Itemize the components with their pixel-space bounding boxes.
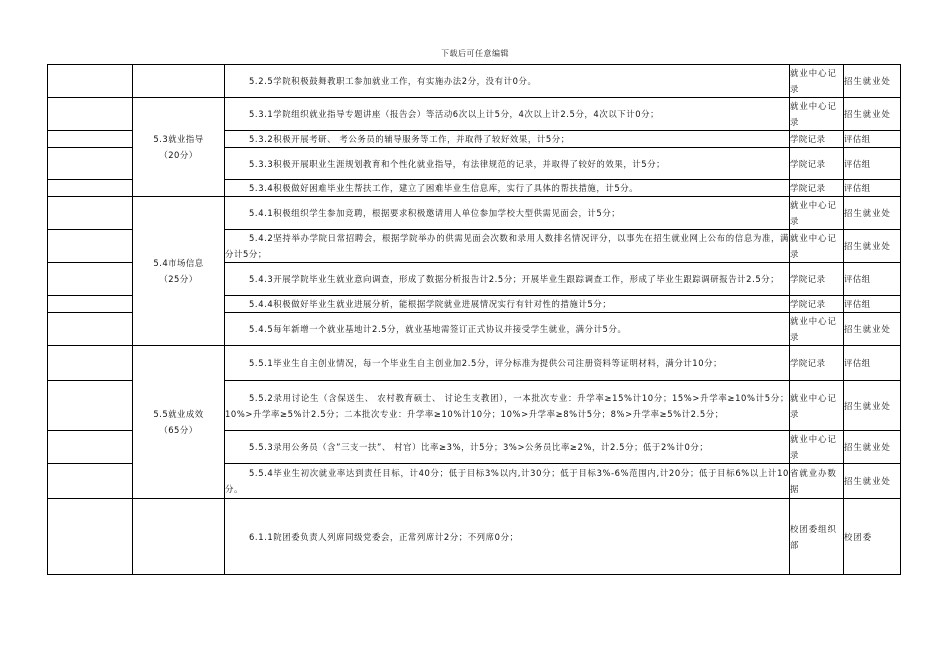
responsible-dept-cell: 招生就业处 xyxy=(844,464,901,499)
record-source-cell: 就业中心记录 xyxy=(790,431,844,464)
subcategory-label: 5.4市场信息 （25分） xyxy=(133,197,225,346)
record-source-cell: 就业中心记录 xyxy=(790,381,844,431)
criterion-cell: 5.5.2录用讨论生（含保送生、 农村教育硕士、 讨论生支教团），一本批次专业：升学率≥15%计10分；15%>升学率≥10%计5分；10%>升学率≥5%计2.5分；二本批次专业：升学率≥10%计10分；10%>升学率≥8%计5分；8%>升学率≥5%计2.5分； xyxy=(225,381,790,431)
subcategory-cell xyxy=(133,65,225,98)
criterion-cell: 5.4.3开展学院毕业生就业意向调查，形成了数据分析报告计2.5分；开展毕业生跟踪调查工作，形成了毕业生跟踪调研报告计2.5分； xyxy=(225,263,790,296)
record-source-cell: 学院记录 xyxy=(790,263,844,296)
record-source-cell: 学院记录 xyxy=(790,148,844,180)
category-cell xyxy=(48,98,133,131)
evaluation-table xyxy=(47,64,901,575)
responsible-dept-cell: 招生就业处 xyxy=(844,431,901,464)
record-source-cell: 学院记录 xyxy=(790,296,844,313)
category-cell xyxy=(48,180,133,197)
table-row xyxy=(48,197,901,230)
responsible-dept-cell: 招生就业处 xyxy=(844,98,901,131)
subcategory-label: 5.3就业指导 （20分） xyxy=(133,98,225,197)
category-cell xyxy=(48,346,133,381)
record-source-cell: 学院记录 xyxy=(790,346,844,381)
category-cell xyxy=(48,263,133,296)
responsible-dept-cell: 评估组 xyxy=(844,346,901,381)
record-source-cell: 校团委组织部 xyxy=(790,499,844,575)
record-source-cell: 就业中心记录 xyxy=(790,313,844,346)
responsible-dept-cell: 评估组 xyxy=(844,131,901,148)
record-source-cell: 省就业办数据 xyxy=(790,464,844,499)
criterion-cell: 5.4.1积极组织学生参加竞聘，根据要求积极邀请用人单位参加学校大型供需见面会，计5分； xyxy=(225,197,790,230)
subcategory-cell xyxy=(133,499,225,575)
responsible-dept-cell: 招生就业处 xyxy=(844,230,901,263)
page-header: 下载后可任意编辑 xyxy=(441,49,509,58)
criterion-cell: 5.4.4积极做好毕业生就业进展分析，能根据学院就业进展情况实行有针对性的措施计5分； xyxy=(225,296,790,313)
table-row xyxy=(48,346,901,381)
table-row xyxy=(48,98,901,131)
category-cell xyxy=(48,381,133,431)
category-cell xyxy=(48,197,133,230)
criterion-cell: 5.3.4积极做好困难毕业生帮扶工作，建立了困难毕业生信息库，实行了具体的帮扶措施，计5分。 xyxy=(225,180,790,197)
responsible-dept-cell: 招生就业处 xyxy=(844,313,901,346)
criterion-cell: 5.3.2积极开展考研、 考公务员的辅导服务等工作，并取得了较好效果，计5分； xyxy=(225,131,790,148)
responsible-dept-cell: 招生就业处 xyxy=(844,65,901,98)
record-source-cell: 学院记录 xyxy=(790,180,844,197)
category-cell xyxy=(48,431,133,464)
category-cell xyxy=(48,313,133,346)
table-row xyxy=(48,499,901,575)
record-source-cell: 就业中心记录 xyxy=(790,65,844,98)
criterion-cell: 5.5.3录用公务员（含”三支一扶”、 村官）比率≥3%，计5分；3%>公务员比率≥2%，计2.5分；低于2%计0分； xyxy=(225,431,790,464)
responsible-dept-cell: 评估组 xyxy=(844,296,901,313)
responsible-dept-cell: 评估组 xyxy=(844,148,901,180)
responsible-dept-cell: 评估组 xyxy=(844,263,901,296)
criterion-cell: 5.5.1毕业生自主创业情况，每一个毕业生自主创业加2.5分，评分标准为提供公司注册资料等证明材料，满分计10分； xyxy=(225,346,790,381)
criterion-cell: 5.2.5学院积极鼓舞教职工参加就业工作，有实施办法2分，没有计0分。 xyxy=(225,65,790,98)
category-cell xyxy=(48,499,133,575)
criterion-cell: 5.3.1学院组织就业指导专题讲座（报告会）等活动6次以上计5分，4次以上计2.5分，4次以下计0分； xyxy=(225,98,790,131)
criterion-cell: 5.3.3积极开展职业生涯规划教育和个性化就业指导，有法律规范的记录，并取得了较好的效果，计5分； xyxy=(225,148,790,180)
record-source-cell: 就业中心记录 xyxy=(790,230,844,263)
category-cell xyxy=(48,464,133,499)
category-cell xyxy=(48,148,133,180)
responsible-dept-cell: 评估组 xyxy=(844,180,901,197)
table-row xyxy=(48,65,901,98)
criterion-cell: 5.4.2坚持举办学院日常招聘会，根据学院举办的供需见面会次数和录用人数排名情况评分，以事先在招生就业网上公布的信息为准，满分计5分； xyxy=(225,230,790,263)
record-source-cell: 就业中心记录 xyxy=(790,98,844,131)
responsible-dept-cell: 招生就业处 xyxy=(844,197,901,230)
criterion-cell: 5.5.4毕业生初次就业率达到责任目标，计40分；低于目标3%以内,计30分；低于目标3%-6%范围内,计20分；低于目标6%以上计10分。 xyxy=(225,464,790,499)
subcategory-label: 5.5就业成效 （65分） xyxy=(133,346,225,499)
record-source-cell: 就业中心记录 xyxy=(790,197,844,230)
criterion-cell: 6.1.1院团委负责人列席同级党委会，正常列席计2分；不列席0分； xyxy=(225,499,790,575)
responsible-dept-cell: 招生就业处 xyxy=(844,381,901,431)
responsible-dept-cell: 校团委 xyxy=(844,499,901,575)
category-cell xyxy=(48,131,133,148)
category-cell xyxy=(48,296,133,313)
category-cell xyxy=(48,230,133,263)
criterion-cell: 5.4.5每年新增一个就业基地计2.5分，就业基地需签订正式协议并接受学生就业，满分计5分。 xyxy=(225,313,790,346)
category-cell xyxy=(48,65,133,98)
record-source-cell: 学院记录 xyxy=(790,131,844,148)
